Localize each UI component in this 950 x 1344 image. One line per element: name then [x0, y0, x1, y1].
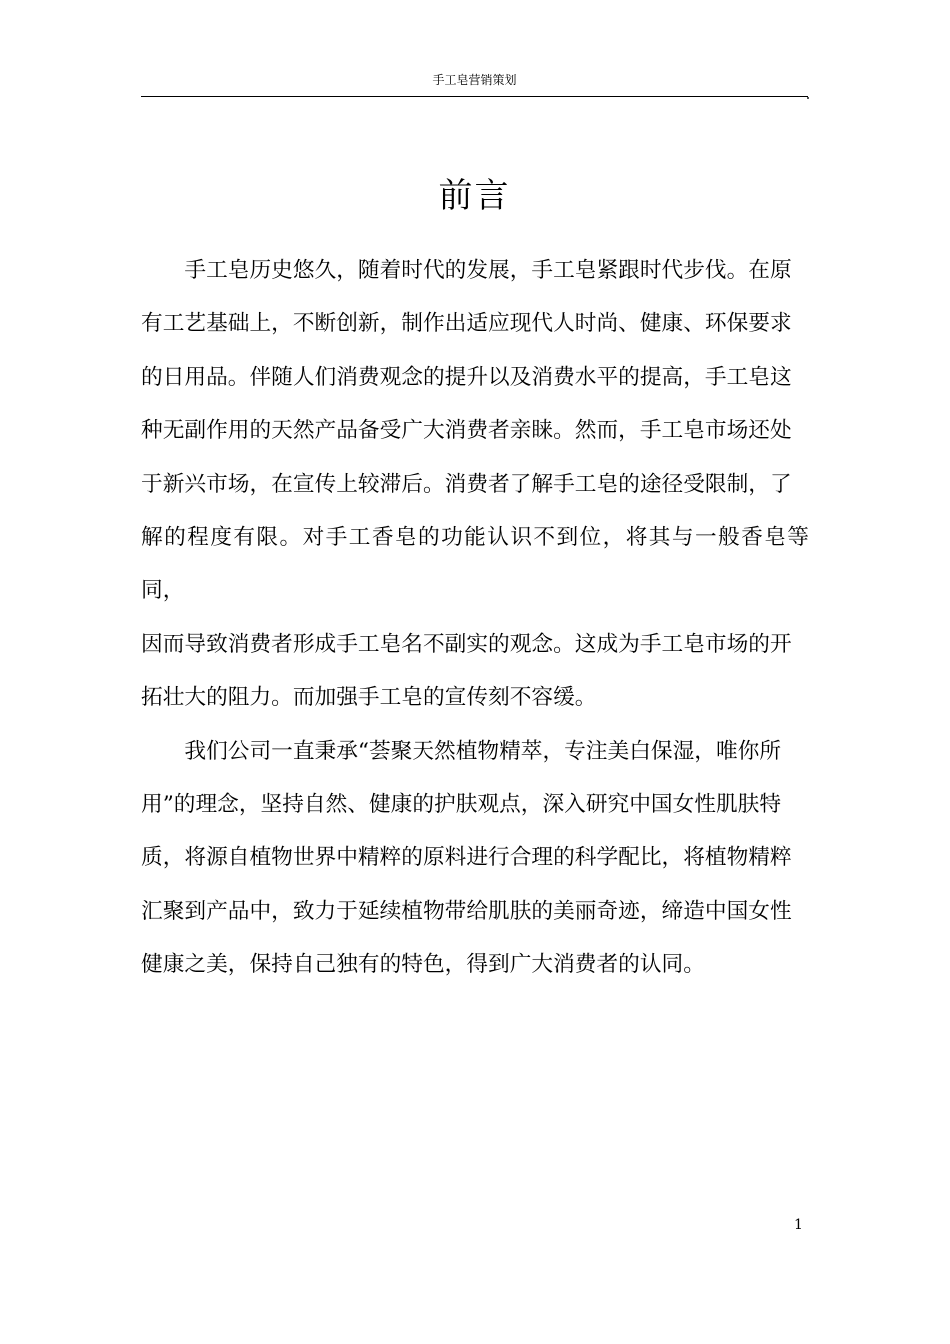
paragraph-intro: 手工皂历史悠久，随着时代的发展，手工皂紧跟时代步伐。在原 有工艺基础上，不断创新，制作出适应现代人时尚、健康、环保要求 的日用品。伴随人们消费观念的提升以及消费水平的提高，手工皂这 种无副作用的天然产品备受广大消费者亲睐。然而，手工皂市场还处 于新兴市场，在宣传上较滞后。消费者了解手工皂的途径受限制，了 解的程度有限。对手工香皂的功能认识不到位，将其与一般香皂等同， 因而导致消费者形成手工皂名不副实的观念。这成为手工皂市场的开 拓壮大的阻力。而加强手工皂的宣传刻不容缓。 [141, 258, 809, 711]
page-title: 前言 [438, 176, 511, 216]
header-rule-end-mark [807, 97, 809, 99]
page-number: 1 [794, 1217, 803, 1233]
body-text [141, 244, 809, 992]
header-rule [141, 96, 808, 97]
running-header: 手工皂营销策划 [432, 73, 517, 87]
paragraph-company: 我们公司一直秉承“荟聚天然植物精萃，专注美白保湿，唯你所 用”的理念，坚持自然、健康的护肤观点，深入研究中国女性肌肤特 质，将源自植物世界中精粹的原料进行合理的科学配比，将植物精粹 汇聚到产品中，致力于延续植物带给肌肤的美丽奇迹，缔造中国女性 健康之美，保持自己独有的特色，得到广大消费者的认同。 [141, 738, 792, 978]
